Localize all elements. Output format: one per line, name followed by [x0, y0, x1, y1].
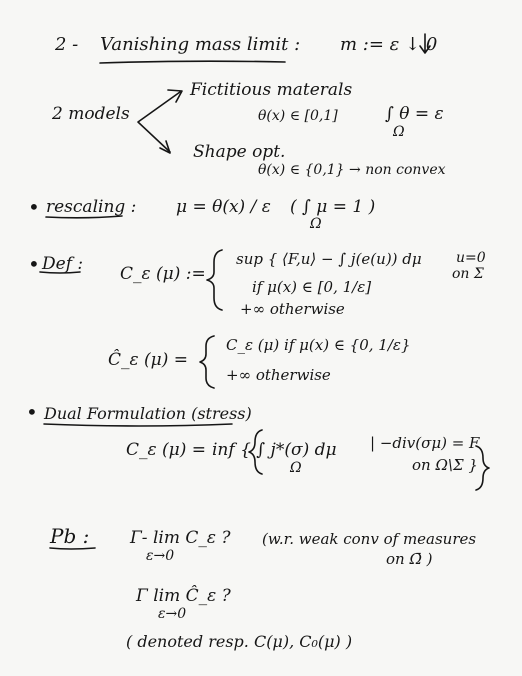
branch-bracket — [138, 92, 180, 152]
pb-gamma-lim-2: Γ lim Ĉ_ε ? — [136, 586, 231, 606]
section-title: Vanishing mass limit : — [100, 34, 301, 55]
title-underline — [100, 61, 285, 63]
dual-domain: Ω — [290, 460, 302, 476]
pb-note-2: on Ω̄ ) — [386, 550, 433, 568]
def-label: Def : — [42, 254, 84, 274]
rescaling-bullet: • — [28, 195, 40, 219]
def-if-line: if μ(x) ∈ [0, 1/ε] — [252, 278, 372, 296]
fictitious-constraint: ∫ θ = ε — [385, 104, 444, 124]
fictitious-domain: Ω — [393, 124, 405, 140]
dual-condition-2: on Ω\Σ } — [412, 456, 478, 474]
dual-bullet: • — [26, 400, 38, 424]
def-lhs: C_ε (μ) := — [120, 264, 206, 284]
def-bullet: • — [28, 252, 40, 276]
fictitious-range: θ(x) ∈ [0,1] — [258, 108, 338, 124]
def-brace — [207, 250, 222, 310]
rescaling-domain: Ω — [310, 216, 322, 232]
pb-gamma-lim-2-sub: ε→0 — [158, 606, 187, 622]
pb-label: Pb : — [50, 524, 90, 548]
dual-underline — [44, 424, 232, 426]
def-sup-condition-sub: on Σ — [452, 266, 484, 282]
def-sup-condition: u=0 — [456, 250, 486, 266]
def-otherwise-line: +∞ otherwise — [240, 300, 345, 318]
hat-c-if-line: C_ε (μ) if μ(x) ∈ {0, 1/ε} — [226, 336, 411, 354]
hat-brace — [200, 336, 214, 388]
shape-opt: Shape opt. — [193, 142, 286, 162]
shape-range: θ(x) ∈ {0,1} → non convex — [258, 162, 446, 178]
hat-c-lhs: Ĉ_ε (μ) = — [108, 350, 188, 370]
dual-formula: inf { ∫ j*(σ) dμ — [212, 440, 337, 460]
section-number: 2 - — [55, 34, 79, 55]
models-label: 2 models — [52, 104, 130, 124]
dual-condition-1: | −div(σμ) = F — [370, 434, 480, 452]
rescaling-formula: μ = θ(x) / ε — [176, 197, 271, 217]
dual-lhs: C_ε (μ) = — [126, 440, 206, 460]
dual-label: Dual Formulation (stress) — [44, 404, 252, 423]
pb-gamma-lim-1-sub: ε→0 — [146, 548, 175, 564]
hat-c-otherwise-line: +∞ otherwise — [226, 366, 331, 384]
rescaling-constraint: ( ∫ μ = 1 ) — [290, 197, 376, 217]
rescaling-label: rescaling : — [46, 197, 137, 217]
def-sup-line: sup { ⟨F,u⟩ − ∫ j(e(u)) dμ — [236, 250, 422, 268]
pb-underline — [50, 548, 95, 549]
dual-right-brace — [476, 446, 489, 490]
pb-note: (w.r. weak conv of measures — [262, 530, 477, 548]
fictitious-materials: Fictitious materals — [190, 80, 353, 100]
pb-denoted: ( denoted resp. C(μ), C₀(μ) ) — [126, 632, 353, 651]
pb-gamma-lim-1: Γ- lim C_ε ? — [130, 528, 231, 548]
mass-condition: m := ε ↓ 0 — [340, 34, 438, 55]
